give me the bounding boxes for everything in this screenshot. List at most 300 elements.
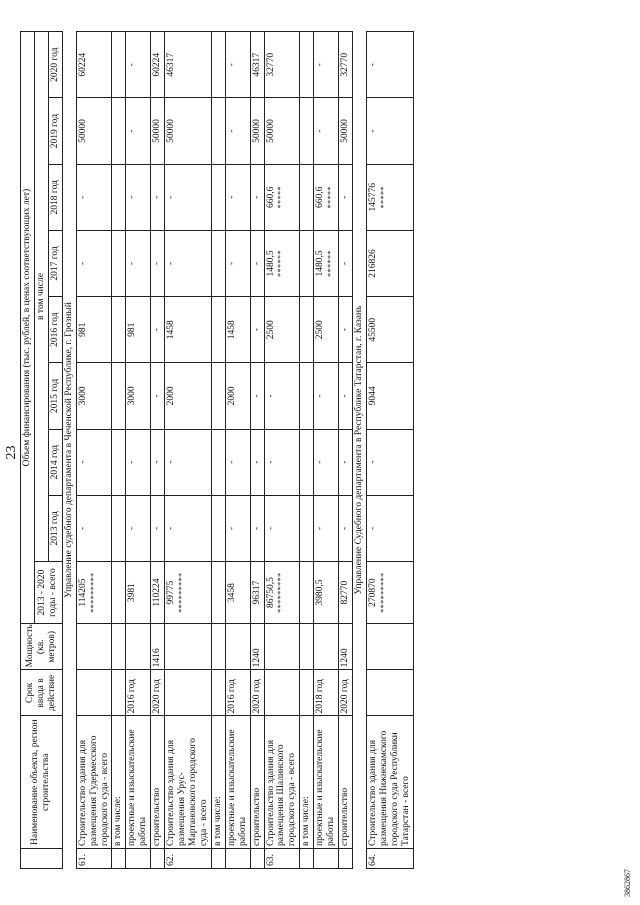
row-year-value-text: - (152, 261, 163, 266)
row-year-value (151, 230, 165, 296)
row-year-value (250, 164, 264, 230)
row-year-value-text: 32770 (265, 52, 276, 77)
row-name (250, 716, 264, 848)
row-year-value-text: 3000 (77, 386, 88, 406)
row-name-text: проектные и изыскательские работы (226, 729, 248, 846)
row-year-value (300, 98, 314, 164)
row-year-value (151, 429, 165, 495)
row-year-value (126, 297, 151, 363)
row-year-value (300, 32, 314, 98)
header-year: 2020 год (48, 32, 62, 98)
header-including: в том числе (34, 32, 48, 562)
row-term (339, 670, 353, 716)
row-year-value (300, 164, 314, 230)
row-year-value (126, 32, 151, 98)
row-name (339, 716, 353, 848)
row-term-text: 2016 год (127, 679, 138, 714)
row-name (76, 716, 112, 848)
header-capacity: Мощность (кв. метров) (21, 624, 63, 670)
row-year-value-text: 45500 (367, 317, 378, 342)
row-term (211, 670, 225, 716)
row-year-value-text: - (315, 129, 326, 133)
row-total-text: 3458 (226, 583, 237, 603)
row-year-stars: ****** (326, 249, 336, 277)
row-name (112, 716, 126, 848)
row-year-value (126, 495, 151, 561)
row-year-value-text: - (127, 526, 138, 530)
row-year-value-text: - (226, 195, 237, 199)
row-year-value-text: 50000 (251, 119, 262, 143)
row-capacity (151, 624, 165, 670)
row-year-stars: ***** (326, 186, 336, 209)
row-name-text: Строительство здания для размещения Гудермесского городского суда - всего (77, 735, 110, 846)
row-year-value (76, 297, 112, 363)
row-year-value-text: - (251, 526, 262, 530)
row-name-text: проектные и изыскательские работы (127, 729, 149, 846)
section-row (62, 32, 76, 869)
table-row (151, 32, 165, 869)
row-year-value-text: - (265, 394, 276, 398)
row-year-value-text: 50000 (152, 119, 163, 143)
row-year-value (339, 363, 353, 429)
row-year-value (339, 32, 353, 98)
row-year-value-text: - (315, 394, 326, 398)
row-year-value (225, 429, 250, 495)
row-capacity-text: 1240 (340, 648, 351, 668)
row-year-value-text: - (340, 526, 351, 530)
row-year-value (211, 230, 225, 296)
row-name-text: строительство (251, 787, 262, 846)
row-year-value-text: 46317 (166, 52, 177, 77)
row-year-value (250, 363, 264, 429)
table-body (62, 32, 413, 869)
section-title: Управление судебного департамента в Чеченской Республике, г. Грозный (62, 32, 76, 869)
row-year-value-text: 216826 (367, 249, 378, 278)
row-year-value-text: - (315, 526, 326, 530)
row-total-stars: ********* (378, 572, 388, 613)
row-total (151, 561, 165, 623)
row-year-value (339, 495, 353, 561)
row-year-value-text: - (226, 460, 237, 464)
row-year-value-text: - (152, 460, 163, 464)
row-total (225, 561, 250, 623)
row-year-value-text: - (226, 261, 237, 266)
row-total (264, 561, 300, 623)
row-total-text: 86750,5 (265, 577, 276, 609)
row-year-value-text: 9044 (367, 386, 378, 406)
row-year-value-text: 46317 (251, 52, 262, 77)
row-year-value (211, 495, 225, 561)
row-year-value (211, 98, 225, 164)
row-total (165, 561, 212, 623)
row-year-value-text: 145776 (367, 183, 378, 212)
row-year-value (300, 429, 314, 495)
row-name (151, 716, 165, 848)
row-number-text: 62. (166, 854, 177, 866)
row-year-value (112, 363, 126, 429)
row-year-value-text: - (77, 526, 88, 530)
row-year-value (126, 164, 151, 230)
row-term-text: 2020 год (340, 679, 351, 714)
row-year-value (314, 297, 339, 363)
row-year-value (250, 495, 264, 561)
row-capacity (339, 624, 353, 670)
row-year-value-text: - (251, 394, 262, 398)
row-year-value-text: - (251, 195, 262, 199)
row-year-value-text: - (152, 328, 163, 332)
row-capacity (366, 624, 413, 670)
row-year-value-text: 2000 (166, 386, 177, 406)
row-year-value (339, 297, 353, 363)
row-year-value-text: 1480,5 (265, 250, 276, 277)
row-year-value-text: 1480,5 (315, 250, 326, 277)
row-year-value-text: 1458 (226, 320, 237, 340)
header-year: 2016 год (48, 297, 62, 363)
row-year-value (126, 230, 151, 296)
row-year-value-text: - (340, 394, 351, 398)
header-total: 2013 - 2020 годы - всего (34, 561, 62, 623)
table-row (225, 32, 250, 869)
row-year-value (264, 429, 300, 495)
row-year-value (112, 297, 126, 363)
row-year-value-text: 3000 (127, 386, 138, 406)
row-year-value (366, 32, 413, 98)
row-total-text: 99775 (166, 580, 177, 605)
row-name (225, 716, 250, 848)
row-year-value (300, 297, 314, 363)
row-name (126, 716, 151, 848)
row-year-value (300, 495, 314, 561)
row-year-value (264, 297, 300, 363)
row-name-text: в том числе: (212, 796, 223, 846)
row-total (211, 561, 225, 623)
row-total (300, 561, 314, 623)
row-number (250, 848, 264, 868)
document-id: 3862867 (623, 869, 632, 897)
row-year-value (250, 429, 264, 495)
row-term (300, 670, 314, 716)
row-year-value (250, 297, 264, 363)
row-year-value (76, 32, 112, 98)
row-year-value (366, 98, 413, 164)
row-number (126, 848, 151, 868)
table-row (264, 32, 300, 869)
row-term (250, 670, 264, 716)
row-total (76, 561, 112, 623)
row-year-value (112, 429, 126, 495)
row-name (211, 716, 225, 848)
header-name: Наименование объекта, регион строительства (21, 716, 63, 848)
row-year-value-text: 50000 (77, 119, 88, 143)
row-number-text: 61. (77, 854, 88, 866)
section-title: Управление Судебного департамента в Республике Татарстан, г. Казань (352, 32, 366, 869)
row-year-value-text: - (166, 261, 177, 266)
row-year-value-text: - (340, 460, 351, 464)
row-year-value (151, 363, 165, 429)
row-year-value (225, 32, 250, 98)
section-row (352, 32, 366, 869)
row-capacity (300, 624, 314, 670)
row-year-value-text: 981 (77, 322, 88, 337)
row-year-stars: ***** (378, 186, 388, 209)
row-year-value-text: 2500 (315, 320, 326, 340)
header-year: 2015 год (48, 363, 62, 429)
row-capacity (264, 624, 300, 670)
header-year: 2019 год (48, 98, 62, 164)
row-year-value-text: - (226, 129, 237, 133)
table-row (339, 32, 353, 869)
row-year-value (225, 297, 250, 363)
row-capacity-text: 1240 (251, 648, 262, 668)
header-year: 2017 год (48, 230, 62, 296)
row-year-value-text: 50000 (265, 119, 276, 143)
row-year-value (225, 363, 250, 429)
row-total (339, 561, 353, 623)
row-capacity (225, 624, 250, 670)
header-year: 2014 год (48, 429, 62, 495)
row-year-value-text: - (166, 526, 177, 530)
row-year-value (314, 429, 339, 495)
row-name-text: Строительство здания для размещения Шалинского городского суда - всего (265, 740, 298, 846)
row-year-value (165, 230, 212, 296)
row-year-value (264, 32, 300, 98)
row-year-value (264, 164, 300, 230)
row-year-value (264, 230, 300, 296)
header-year: 2018 год (48, 164, 62, 230)
row-year-value (314, 164, 339, 230)
row-year-value (366, 363, 413, 429)
row-year-value-text: - (251, 261, 262, 266)
row-number (112, 848, 126, 868)
row-year-value (165, 297, 212, 363)
row-year-value (76, 164, 112, 230)
row-year-value-text: 981 (127, 322, 138, 337)
financing-table (20, 31, 414, 869)
row-year-value-text: - (367, 460, 378, 464)
row-name-text: Строительство здания для размещения Нижнекамского городского суда Республики Татарстан - всего (367, 730, 411, 846)
row-number-text: 63. (265, 854, 276, 866)
row-year-value (76, 429, 112, 495)
row-year-value-text: - (127, 261, 138, 266)
row-total-stars: ********* (276, 572, 286, 613)
row-name-text: Строительство здания для размещения Урус-Мартановского городского суда - всего (166, 738, 209, 846)
row-year-value (314, 495, 339, 561)
row-year-value-text: - (152, 195, 163, 199)
row-year-value (339, 230, 353, 296)
row-total-text: 82770 (340, 580, 351, 605)
row-name (366, 716, 413, 848)
row-number (339, 848, 353, 868)
row-year-value (112, 32, 126, 98)
row-year-value (165, 32, 212, 98)
row-year-value-text: 660,6 (315, 186, 326, 208)
row-number (76, 848, 112, 868)
row-year-value-text: - (127, 195, 138, 199)
row-year-value (112, 230, 126, 296)
row-year-value (151, 98, 165, 164)
row-year-value-text: - (340, 261, 351, 266)
table-row (76, 32, 112, 869)
page-number: 23 (4, 445, 19, 460)
row-year-value (264, 363, 300, 429)
row-year-value-text: - (166, 195, 177, 199)
row-capacity (250, 624, 264, 670)
row-year-value (366, 230, 413, 296)
row-total-text: 3980,5 (315, 579, 326, 606)
row-year-value-text: - (315, 460, 326, 464)
row-year-stars: ****** (276, 249, 286, 277)
row-year-value-text: - (251, 460, 262, 464)
row-year-value (165, 164, 212, 230)
header-funding: Объем финансирования (тыс. рублей, в ценах соответствующих лет) (21, 32, 35, 624)
row-name (264, 716, 300, 848)
row-year-value-text: - (152, 394, 163, 398)
row-year-value (165, 363, 212, 429)
row-year-value (76, 495, 112, 561)
row-number (264, 848, 300, 868)
row-year-value-text: - (367, 63, 378, 67)
row-term-text: 2020 год (152, 679, 163, 714)
row-year-value-text: - (340, 195, 351, 199)
row-term (112, 670, 126, 716)
row-name (300, 716, 314, 848)
row-year-value-text: - (166, 460, 177, 464)
row-year-value-text: 660,6 (265, 186, 276, 208)
row-year-value-text: - (265, 460, 276, 464)
row-year-value (339, 164, 353, 230)
table-row (314, 32, 339, 869)
row-total-text: 270870 (367, 578, 378, 607)
row-year-value (250, 230, 264, 296)
row-name-text: строительство (152, 787, 163, 846)
row-year-value-text: - (127, 63, 138, 67)
row-name-text: проектные и изыскательские работы (315, 729, 337, 846)
row-name-text: в том числе: (301, 796, 312, 846)
row-capacity (314, 624, 339, 670)
row-year-value-text: - (127, 129, 138, 133)
row-total (250, 561, 264, 623)
row-number (225, 848, 250, 868)
row-number-text: 64. (367, 854, 378, 866)
row-year-value-text: - (77, 195, 88, 199)
row-total-text: 114205 (77, 578, 88, 607)
row-year-value (366, 495, 413, 561)
row-year-value (211, 32, 225, 98)
row-capacity (76, 624, 112, 670)
row-year-value (300, 363, 314, 429)
table-row (112, 32, 126, 869)
row-term-text: 2020 год (251, 679, 262, 714)
row-year-value (314, 230, 339, 296)
row-term (76, 670, 112, 716)
row-year-value (314, 98, 339, 164)
row-year-value (151, 495, 165, 561)
row-name (314, 716, 339, 848)
row-year-value-text: - (340, 328, 351, 332)
row-year-value (211, 164, 225, 230)
row-year-value (126, 98, 151, 164)
row-total-stars: ********* (88, 572, 98, 613)
row-year-value (112, 164, 126, 230)
row-year-value (339, 98, 353, 164)
row-year-value (151, 297, 165, 363)
row-year-value-text: 1458 (166, 320, 177, 340)
row-year-value (151, 32, 165, 98)
row-year-value-text: 50000 (340, 119, 351, 143)
row-year-value (211, 363, 225, 429)
row-total (314, 561, 339, 623)
row-year-value-text: - (127, 460, 138, 464)
row-year-value-text: 2500 (265, 320, 276, 340)
row-number (300, 848, 314, 868)
row-year-value-text: - (152, 526, 163, 530)
row-year-value (76, 363, 112, 429)
row-total (366, 561, 413, 623)
row-year-value (211, 297, 225, 363)
row-total (126, 561, 151, 623)
row-name-text: строительство (340, 787, 351, 846)
row-term-text: 2018 год (315, 679, 326, 714)
row-year-value (126, 363, 151, 429)
row-year-value (314, 363, 339, 429)
row-year-value-text: 60224 (152, 52, 163, 77)
row-total-text: 110224 (152, 578, 163, 607)
row-total-text: 3981 (127, 583, 138, 603)
row-capacity (126, 624, 151, 670)
row-year-value (366, 297, 413, 363)
row-capacity (165, 624, 212, 670)
row-year-value (366, 429, 413, 495)
table-row (126, 32, 151, 869)
row-year-value-text: - (77, 261, 88, 266)
header-year: 2013 год (48, 495, 62, 561)
row-number (366, 848, 413, 868)
row-term (366, 670, 413, 716)
row-capacity (211, 624, 225, 670)
row-year-value (300, 230, 314, 296)
row-year-value (165, 429, 212, 495)
row-year-value (76, 230, 112, 296)
row-number (314, 848, 339, 868)
table-row (165, 32, 212, 869)
row-year-value-text: 32770 (340, 52, 351, 77)
header-term: Срок ввода в действие (21, 670, 63, 716)
row-year-value-text: - (265, 526, 276, 530)
row-year-value-text: - (226, 63, 237, 67)
row-year-value-text: - (251, 328, 262, 332)
row-year-value (250, 32, 264, 98)
row-year-value-text: - (367, 526, 378, 530)
row-year-value-text: 60224 (77, 52, 88, 77)
row-name-text: в том числе: (113, 796, 124, 846)
row-name (165, 716, 212, 848)
row-total-text: 96317 (251, 580, 262, 605)
table-row (250, 32, 264, 869)
row-year-value (366, 164, 413, 230)
row-year-value (264, 495, 300, 561)
row-total-stars: ********* (177, 572, 187, 613)
row-year-value (112, 495, 126, 561)
header-num (21, 848, 63, 868)
row-number (165, 848, 212, 868)
row-year-value (76, 98, 112, 164)
row-year-value (165, 98, 212, 164)
row-year-value (225, 98, 250, 164)
row-term (126, 670, 151, 716)
row-total (112, 561, 126, 623)
row-capacity (112, 624, 126, 670)
row-year-value (225, 230, 250, 296)
